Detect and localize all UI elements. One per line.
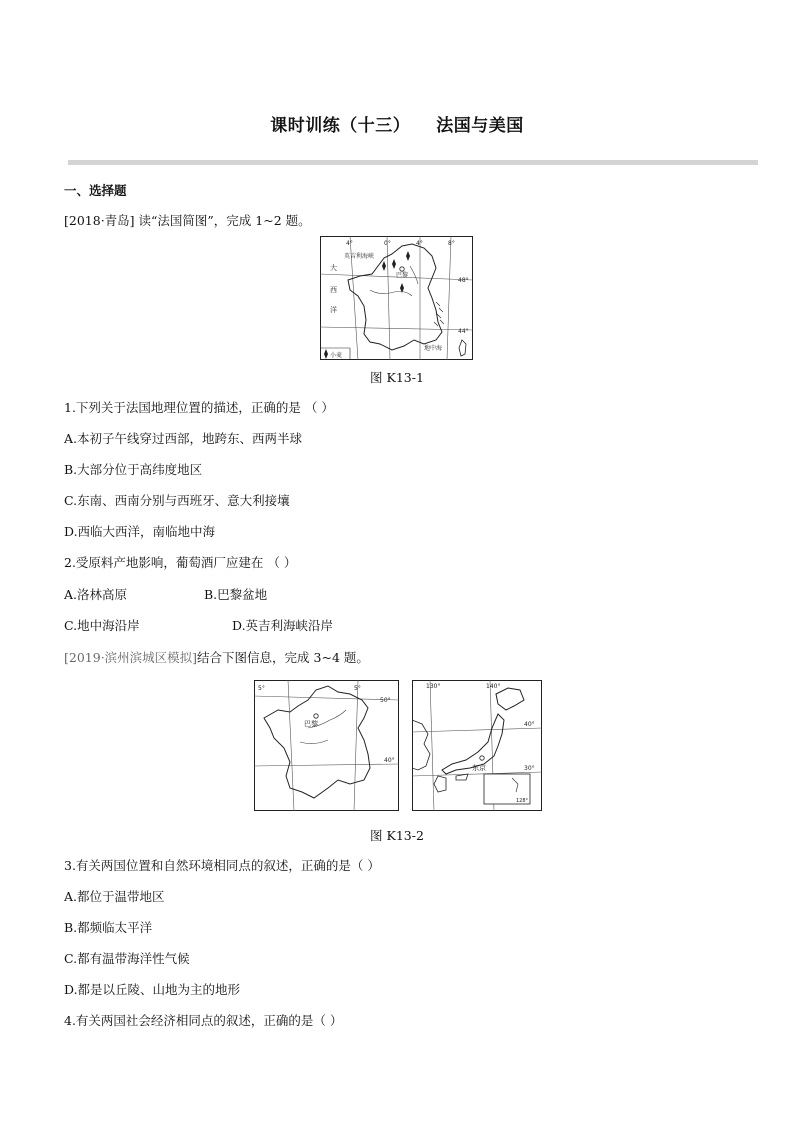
section-heading: 一、选择题 (64, 183, 127, 198)
map1-med-label: 地中海 (424, 345, 443, 352)
intro-1-source: [2018·青岛] (64, 213, 135, 228)
q3-option-c: C.都有温带海洋性气候 (64, 951, 190, 966)
figure-1-caption: 图 K13-1 (370, 370, 424, 385)
map1-lon-8e: 8° (448, 240, 455, 247)
q2-option-a: A.洛林高原 (64, 587, 128, 602)
page-title (0, 111, 794, 136)
q1-option-b: B.大部分位于高纬度地区 (64, 462, 203, 477)
q1-option-c: C.东南、西南分别与西班牙、意大利接壤 (64, 493, 290, 508)
title-divider (68, 160, 758, 165)
map1-channel-label: 英吉利海峡 (344, 253, 375, 260)
japan-lon-130: 130° (426, 683, 441, 690)
japan-lon-140: 140° (486, 683, 501, 690)
map2-lat-50: 50° (380, 697, 391, 704)
q3-option-b: B.都频临太平洋 (64, 920, 153, 935)
map1-legend-label: 小麦 (330, 352, 343, 359)
map2-lon-5e: 5° (354, 685, 361, 692)
intro-1-text: 读“法国简图”，完成 1~2 题。 (134, 213, 311, 228)
title-topic: 法国与美国 (436, 116, 524, 136)
map1-ocean-char2: 西 (330, 286, 337, 294)
japan-tokyo-label: 东京 (472, 764, 486, 772)
map2-paris-label: 巴黎 (304, 720, 318, 728)
q1-option-d: D.西临大西洋，南临地中海 (64, 524, 216, 539)
map1-lon-0: 0° (384, 240, 391, 247)
figure-2-caption: 图 K13-2 (370, 828, 424, 843)
title-lesson: 课时训练（十三） (270, 116, 411, 136)
map1-lon-4w: 4° (346, 240, 353, 247)
map1-ocean-char1: 大 (330, 264, 337, 272)
q2-option-d: D.英吉利海峡沿岸 (232, 618, 334, 633)
map1-lat-44: 44° (458, 328, 469, 335)
japan-inset-lon: 128° (516, 798, 529, 804)
intro-2-source: [2019·滨州滨城区模拟] (64, 650, 198, 665)
intro-2 (64, 649, 369, 667)
q3-option-a: A.都位于温带地区 (64, 889, 165, 904)
map1-lat-48: 48° (458, 277, 469, 284)
japan-lat-30: 30° (524, 765, 535, 772)
map1-paris-label: 巴黎 (396, 272, 409, 279)
japan-map (412, 680, 542, 811)
map2-lat-40: 40° (384, 757, 395, 764)
q1-stem: 1.下列关于法国地理位置的描述，正确的是 （ ） (64, 400, 334, 415)
q3-stem: 3.有关两国位置和自然环境相同点的叙述，正确的是（ ） (64, 858, 380, 873)
q2-option-b: B.巴黎盆地 (204, 587, 268, 602)
q1-option-a: A.本初子午线穿过西部，地跨东、西两半球 (64, 431, 303, 446)
q3-option-d: D.都是以丘陵、山地为主的地形 (64, 982, 241, 997)
q4-stem: 4.有关两国社会经济相同点的叙述，正确的是（ ） (64, 1013, 343, 1028)
intro-2-text: 结合下图信息，完成 3~4 题。 (197, 650, 369, 665)
map1-ocean-char3: 洋 (330, 306, 337, 314)
q2-stem: 2.受原料产地影响，葡萄酒厂应建在 （ ） (64, 555, 297, 570)
map2-lon-5w: 5° (258, 685, 265, 692)
france-map-figure (320, 236, 473, 360)
intro-1 (64, 212, 311, 230)
japan-lat-40: 40° (524, 721, 535, 728)
q2-option-c: C.地中海沿岸 (64, 618, 140, 633)
france-map-2 (254, 680, 399, 811)
map1-lon-4e: 4° (416, 240, 423, 247)
